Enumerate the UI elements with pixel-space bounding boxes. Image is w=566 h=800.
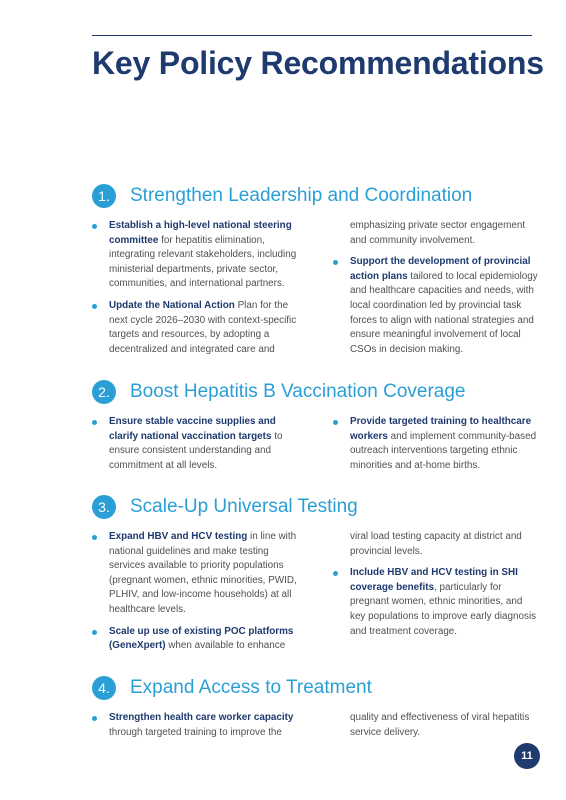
bullet-icon [92, 716, 97, 721]
section-number-badge: 3. [92, 495, 116, 519]
list-item: Ensure stable vaccine supplies and clarify national vaccination targets to ensure consistent understanding and commitment at all levels. [92, 415, 300, 473]
top-rule [92, 35, 532, 36]
bullet-icon [92, 535, 97, 540]
section-treatment [92, 675, 538, 747]
bullet-icon [92, 304, 97, 309]
list-item: Expand HBV and HCV testing in line with national guidelines and make testing services available to priority populations (pregnant women, ethnic minorities, PWID, PLHIV, and low-income households) at all healthcare levels. [92, 530, 300, 618]
bullet-icon [92, 224, 97, 229]
list-item-continuation: quality and effectiveness of viral hepatitis service delivery. [350, 712, 530, 738]
section-heading [92, 675, 538, 701]
list-item-continuation: emphasizing private sector engagement and community involvement. [350, 220, 526, 246]
bullet-icon [333, 420, 338, 425]
section-title: Expand Access to Treatment [130, 677, 372, 698]
page-number-badge: 11 [514, 743, 540, 769]
bullet-icon [333, 571, 338, 576]
bullet-icon [92, 630, 97, 635]
bullet-icon [92, 420, 97, 425]
list-item: Scale up use of existing POC platforms (GeneXpert) when available to enhance [92, 625, 300, 654]
left-column [92, 711, 300, 747]
left-column [92, 219, 300, 364]
right-column [333, 415, 538, 480]
section-heading [92, 183, 538, 209]
right-column [333, 711, 538, 747]
section-heading [92, 494, 538, 520]
list-item: Include HBV and HCV testing in SHI coverage benefits, particularly for pregnant women, ethnic minorities, and key populations to improve early diagnosis and treatment coverage. [333, 566, 538, 639]
list-item: Establish a high-level national steering committee for hepatitis elimination, integrating relevant stakeholders, including ministerial departments, private sector, communities, and international partners. [92, 219, 300, 292]
left-column [92, 415, 300, 480]
bullet-icon [333, 260, 338, 265]
section-testing [92, 494, 538, 661]
list-item-continuation: viral load testing capacity at district and provincial levels. [350, 531, 522, 557]
section-leadership [92, 183, 538, 364]
list-item: Update the National Action Plan for the next cycle 2026–2030 with context-specific targets and resources, by adopting a decentralized and integrated care and [92, 299, 300, 357]
section-title: Strengthen Leadership and Coordination [130, 185, 473, 206]
left-column [92, 530, 300, 661]
section-heading [92, 379, 538, 405]
right-column [333, 219, 538, 364]
section-number-badge: 2. [92, 380, 116, 404]
list-item: Strengthen health care worker capacity through targeted training to improve the [92, 711, 300, 740]
list-item: Provide targeted training to healthcare workers and implement community-based outreach interventions targeting ethnic minorities and at-home births. [333, 415, 538, 473]
section-title: Boost Hepatitis B Vaccination Coverage [130, 381, 466, 402]
page-title: Key Policy Recommendations [92, 45, 544, 81]
section-title: Scale-Up Universal Testing [130, 496, 358, 517]
section-number-badge: 1. [92, 184, 116, 208]
section-number-badge: 4. [92, 676, 116, 700]
list-item: Support the development of provincial action plans tailored to local epidemiology and healthcare capacities and needs, with local coordination led by provincial task forces to align with national strategies and ensure meaningful involvement of local CSOs in decision making. [333, 255, 538, 357]
right-column [333, 530, 538, 661]
section-vaccination [92, 379, 538, 480]
